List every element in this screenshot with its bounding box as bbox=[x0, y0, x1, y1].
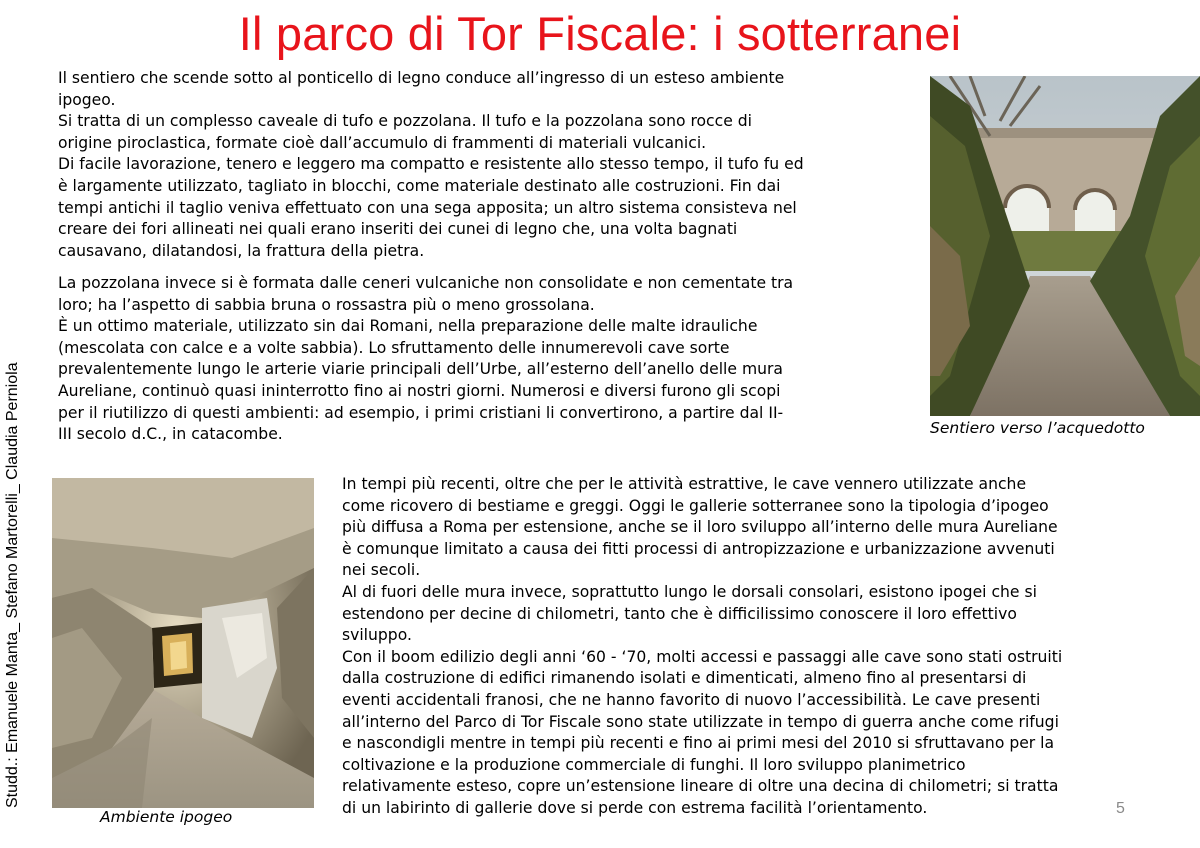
text-line: è comunque limitato a causa dei fitti processi di antropizzazione e urbanizzazione avvenuti bbox=[342, 539, 1055, 558]
text-line: nei secoli. bbox=[342, 561, 421, 580]
photo-caption-cave: Ambiente ipogeo bbox=[100, 808, 233, 826]
text-line: è largamente utilizzato, tagliato in blocchi, come materiale destinato alle costruzioni. Fin dai bbox=[58, 176, 781, 195]
paragraph-pozzolana bbox=[58, 273, 793, 446]
text-line: La pozzolana invece si è formata dalle ceneri vulcaniche non consolidate e non cementate tra bbox=[58, 274, 794, 292]
text-line: ipogeo. bbox=[58, 90, 116, 109]
text-line: sviluppo. bbox=[342, 626, 412, 645]
page-number: 5 bbox=[1116, 800, 1125, 817]
text-line: (mescolata con calce e a volte sabbia). Lo sfruttamento delle innumerevoli cave sorte bbox=[58, 338, 730, 357]
paragraph-tufo bbox=[58, 68, 804, 262]
text-line: e nascondigli mentre in tempi più recenti e fino ai primi mesi del 2010 si sfruttavano per la bbox=[342, 734, 1055, 753]
page-title: Il parco di Tor Fiscale: i sotterranei bbox=[238, 7, 962, 60]
photo-caption-path: Sentiero verso l’acquedotto bbox=[930, 419, 1145, 437]
text-line: relativamente esteso, copre un’estensione lineare di oltre una decina di chilometri; si tratta bbox=[342, 777, 1059, 796]
text-line: all’interno del Parco di Tor Fiscale sono state utilizzate in tempo di guerra anche come rifugi bbox=[342, 712, 1059, 731]
text-line: Di facile lavorazione, tenero e leggero ma compatto e resistente allo stesso tempo, il tufo fu ed bbox=[58, 155, 804, 174]
text-line: creare dei fori allineati nei quali erano inseriti dei cunei di legno che, una volta bagnati bbox=[58, 220, 738, 239]
text-line: Al di fuori delle mura invece, soprattutto lungo le dorsali consolari, esistono ipogei che si bbox=[342, 582, 1037, 601]
aqueduct-path-photo bbox=[930, 76, 1200, 416]
text-line: In tempi più recenti, oltre che per le attività estrattive, le cave vennero utilizzate anche bbox=[342, 475, 1027, 493]
text-line: causavano, dilatandosi, la frattura della pietra. bbox=[58, 241, 425, 260]
author-credit: Studd.: Emanuele Manta_ Stefano Martorelli_ Claudia Perniola bbox=[4, 362, 21, 808]
text-line: Aureliane, continuò quasi ininterrotto fino ai nostri giorni. Numerosi e diversi furono gli scopi bbox=[58, 381, 781, 400]
text-line: estendono per decine di chilometri, tanto che è difficilissimo conoscere il loro effettivo bbox=[342, 604, 1017, 623]
cave-tunnel-photo bbox=[52, 478, 314, 808]
text-line: più diffusa a Roma per estensione, anche se il loro sviluppo all’interno delle mura Aureliane bbox=[342, 518, 1058, 537]
paragraph-recent-use bbox=[342, 474, 1062, 820]
text-line: di un labirinto di gallerie dove si perde con estrema facilità l’orientamento. bbox=[342, 798, 928, 817]
text-line: Il sentiero che scende sotto al ponticello di legno conduce all’ingresso di un esteso ambiente bbox=[58, 69, 785, 87]
text-line: coltivazione e la produzione commerciale di funghi. Il loro sviluppo planimetrico bbox=[342, 755, 966, 774]
text-line: È un ottimo materiale, utilizzato sin dai Romani, nella preparazione delle malte idrauliche bbox=[58, 317, 758, 336]
text-line: III secolo d.C., in catacombe. bbox=[58, 425, 283, 444]
text-line: come ricovero di bestiame e greggi. Oggi le gallerie sotterranee sono la tipologia d’ipogeo bbox=[342, 496, 1049, 515]
text-line: tempi antichi il taglio veniva effettuato con una sega apposita; un altro sistema consisteva nel bbox=[58, 198, 797, 217]
text-line: loro; ha l’aspetto di sabbia bruna o rossastra più o meno grossolana. bbox=[58, 295, 595, 314]
text-line: dalla costruzione di edifici rimanendo isolati e dimenticati, almeno fino al presentarsi di bbox=[342, 669, 1027, 688]
text-line: per il riutilizzo di questi ambienti: ad esempio, i primi cristiani li convertirono, a partire dal II- bbox=[58, 403, 784, 422]
text-line: Con il boom edilizio degli anni ‘60 - ‘70, molti accessi e passaggi alle cave sono stati ostruiti bbox=[342, 647, 1063, 666]
text-line: Si tratta di un complesso caveale di tufo e pozzolana. Il tufo e la pozzolana sono rocce di bbox=[58, 112, 752, 131]
text-line: prevalentemente lungo le arterie viarie principali dell’Urbe, all’esterno dell’anello delle mura bbox=[58, 360, 783, 379]
text-line: origine piroclastica, formate cioè dall’accumulo di frammenti di materiali vulcanici. bbox=[58, 133, 707, 152]
text-line: eventi accidentali franosi, che ne hanno favorito di nuovo l’accessibilità. Le cave presenti bbox=[342, 690, 1041, 709]
